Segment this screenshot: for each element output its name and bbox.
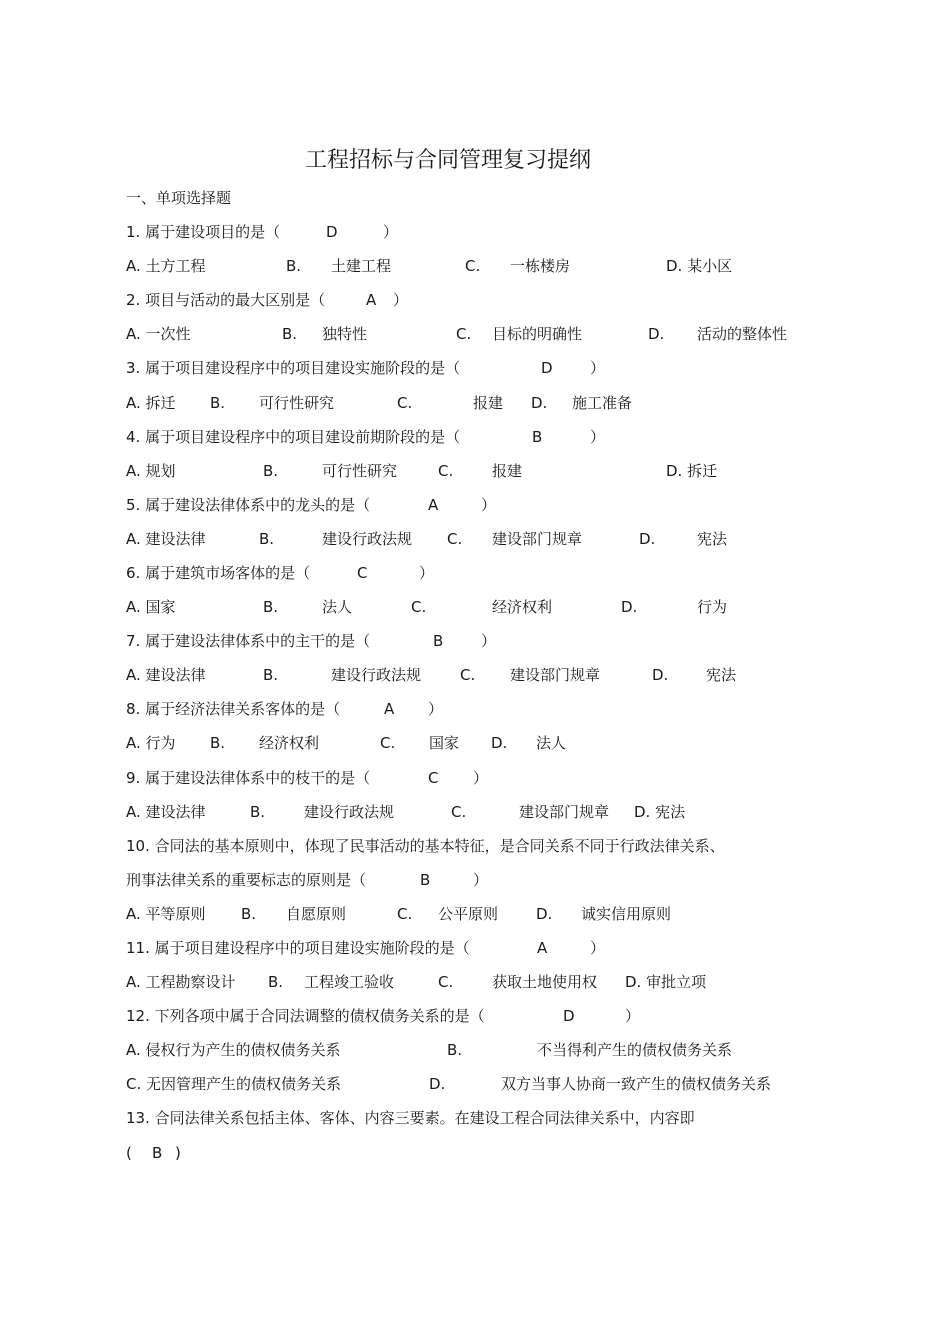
question-10-close: ） bbox=[473, 871, 489, 889]
question-12-option-b-letter: B. bbox=[447, 1041, 463, 1059]
question-2-option-a: A. 一次性 bbox=[126, 325, 191, 343]
question-11-option-d: D. 审批立项 bbox=[625, 973, 707, 991]
question-7-stem: 7. 属于建设法律体系中的主干的是（ bbox=[126, 632, 371, 650]
question-5-option-b-letter: B. bbox=[259, 530, 275, 548]
question-1-option-a: A. 土方工程 bbox=[126, 257, 206, 275]
question-9-answer: C bbox=[428, 769, 439, 787]
question-11-option-c-letter: C. bbox=[438, 973, 454, 991]
question-13-answer: B bbox=[152, 1144, 163, 1162]
question-7-option-d: 宪法 bbox=[706, 666, 737, 684]
question-2-option-c-letter: C. bbox=[456, 325, 472, 343]
question-4-stem: 4. 属于项目建设程序中的项目建设前期阶段的是（ bbox=[126, 428, 461, 446]
question-9-option-c-letter: C. bbox=[451, 803, 467, 821]
question-11-option-c: 获取土地使用权 bbox=[492, 973, 598, 991]
question-8-option-a: A. 行为 bbox=[126, 734, 176, 752]
question-3-option-d-letter: D. bbox=[531, 394, 548, 412]
question-5-option-c: 建设部门规章 bbox=[492, 530, 583, 548]
question-7-option-d-letter: D. bbox=[652, 666, 669, 684]
question-1-option-b-letter: B. bbox=[286, 257, 302, 275]
question-2-close: ） bbox=[393, 291, 409, 309]
question-12-option-d: 双方当事人协商一致产生的债权债务关系 bbox=[501, 1075, 772, 1093]
question-13-stem: 13. 合同法律关系包括主体、客体、内容三要素。在建设工程合同法律关系中，内容即 bbox=[126, 1109, 695, 1127]
question-6-option-d-letter: D. bbox=[621, 598, 638, 616]
question-10-answer: B bbox=[420, 871, 431, 889]
question-10-option-d: 诚实信用原则 bbox=[581, 905, 672, 923]
question-4-option-b-letter: B. bbox=[263, 462, 279, 480]
question-10-option-d-letter: D. bbox=[536, 905, 553, 923]
question-3-option-c: 报建 bbox=[473, 394, 504, 412]
question-5-option-d-letter: D. bbox=[639, 530, 656, 548]
question-12-option-a: A. 侵权行为产生的债权债务关系 bbox=[126, 1041, 341, 1059]
question-11-option-b: 工程竣工验收 bbox=[304, 973, 395, 991]
question-10-option-b-letter: B. bbox=[241, 905, 257, 923]
question-6-option-b-letter: B. bbox=[263, 598, 279, 616]
question-4-option-d: D. 拆迁 bbox=[666, 462, 718, 480]
question-1-option-d: D. 某小区 bbox=[666, 257, 733, 275]
question-4-answer: B bbox=[532, 428, 543, 446]
question-4-option-b: 可行性研究 bbox=[322, 462, 398, 480]
question-11-option-a: A. 工程勘察设计 bbox=[126, 973, 236, 991]
question-2-stem: 2. 项目与活动的最大区别是（ bbox=[126, 291, 326, 309]
question-3-answer: D bbox=[541, 359, 553, 377]
question-10-option-a: A. 平等原则 bbox=[126, 905, 206, 923]
question-9-option-b-letter: B. bbox=[250, 803, 266, 821]
question-8-close: ） bbox=[428, 700, 444, 718]
question-1-close: ） bbox=[383, 223, 399, 241]
question-6-answer: C bbox=[357, 564, 368, 582]
question-2-option-c: 目标的明确性 bbox=[492, 325, 583, 343]
question-13-open: ( bbox=[126, 1144, 132, 1162]
question-7-option-b: 建设行政法规 bbox=[331, 666, 422, 684]
question-9-option-a: A. 建设法律 bbox=[126, 803, 206, 821]
question-11-option-b-letter: B. bbox=[268, 973, 284, 991]
question-6-option-a: A. 国家 bbox=[126, 598, 176, 616]
question-6-option-d: 行为 bbox=[697, 598, 728, 616]
question-2-option-b: 独特性 bbox=[322, 325, 368, 343]
question-8-answer: A bbox=[384, 700, 395, 718]
question-3-option-b-letter: B. bbox=[210, 394, 226, 412]
question-5-stem: 5. 属于建设法律体系中的龙头的是（ bbox=[126, 496, 371, 514]
question-11-stem: 11. 属于项目建设程序中的项目建设实施阶段的是（ bbox=[126, 939, 470, 957]
question-1-option-b: 土建工程 bbox=[331, 257, 392, 275]
question-9-option-b: 建设行政法规 bbox=[304, 803, 395, 821]
question-9-stem: 9. 属于建设法律体系中的枝干的是（ bbox=[126, 769, 371, 787]
question-5-close: ） bbox=[481, 496, 497, 514]
question-4-option-c: 报建 bbox=[492, 462, 523, 480]
question-13-close: ) bbox=[175, 1144, 181, 1162]
question-3-close: ） bbox=[590, 359, 606, 377]
question-2-option-d: 活动的整体性 bbox=[697, 325, 788, 343]
question-10-stem-line-2: 刑事法律关系的重要标志的原则是（ bbox=[126, 871, 367, 889]
question-7-option-b-letter: B. bbox=[263, 666, 279, 684]
section-heading: 一、单项选择题 bbox=[126, 189, 232, 207]
question-8-option-b-letter: B. bbox=[210, 734, 226, 752]
question-2-answer: A bbox=[366, 291, 377, 309]
question-4-option-c-letter: C. bbox=[438, 462, 454, 480]
question-2-option-d-letter: D. bbox=[648, 325, 665, 343]
question-3-option-d: 施工准备 bbox=[572, 394, 633, 412]
question-3-option-b: 可行性研究 bbox=[259, 394, 335, 412]
question-10-option-b: 自愿原则 bbox=[286, 905, 347, 923]
question-6-option-b: 法人 bbox=[322, 598, 353, 616]
question-12-option-d-letter: D. bbox=[429, 1075, 446, 1093]
question-6-close: ） bbox=[419, 564, 435, 582]
question-10-option-c-letter: C. bbox=[397, 905, 413, 923]
question-8-option-c-letter: C. bbox=[380, 734, 396, 752]
question-7-option-a: A. 建设法律 bbox=[126, 666, 206, 684]
question-3-stem: 3. 属于项目建设程序中的项目建设实施阶段的是（ bbox=[126, 359, 461, 377]
question-2-option-b-letter: B. bbox=[282, 325, 298, 343]
question-8-option-b: 经济权利 bbox=[259, 734, 320, 752]
question-8-stem: 8. 属于经济法律关系客体的是（ bbox=[126, 700, 341, 718]
question-10-stem-line-1: 10. 合同法的基本原则中，体现了民事活动的基本特征，是合同关系不同于行政法律关系、 bbox=[126, 837, 725, 855]
question-3-option-c-letter: C. bbox=[397, 394, 413, 412]
question-12-option-b: 不当得利产生的债权债务关系 bbox=[537, 1041, 733, 1059]
question-8-option-c: 国家 bbox=[429, 734, 460, 752]
question-4-option-a: A. 规划 bbox=[126, 462, 176, 480]
question-5-option-c-letter: C. bbox=[447, 530, 463, 548]
question-6-option-c: 经济权利 bbox=[492, 598, 553, 616]
page-title: 工程招标与合同管理复习提纲 bbox=[305, 148, 592, 173]
question-5-option-d: 宪法 bbox=[697, 530, 728, 548]
question-1-answer: D bbox=[326, 223, 338, 241]
question-11-answer: A bbox=[537, 939, 548, 957]
question-8-option-d-letter: D. bbox=[491, 734, 508, 752]
question-10-option-c: 公平原则 bbox=[438, 905, 499, 923]
question-7-close: ） bbox=[481, 632, 497, 650]
question-4-close: ） bbox=[590, 428, 606, 446]
question-5-option-b: 建设行政法规 bbox=[322, 530, 413, 548]
question-5-answer: A bbox=[428, 496, 439, 514]
question-9-close: ） bbox=[473, 769, 489, 787]
question-6-option-c-letter: C. bbox=[411, 598, 427, 616]
question-9-option-c: 建设部门规章 bbox=[519, 803, 610, 821]
question-12-close: ） bbox=[625, 1007, 641, 1025]
question-1-stem: 1. 属于建设项目的是（ bbox=[126, 223, 281, 241]
question-1-option-c-letter: C. bbox=[465, 257, 481, 275]
question-6-stem: 6. 属于建筑市场客体的是（ bbox=[126, 564, 311, 582]
question-12-option-c: C. 无因管理产生的债权债务关系 bbox=[126, 1075, 342, 1093]
question-7-option-c-letter: C. bbox=[460, 666, 476, 684]
question-12-stem: 12. 下列各项中属于合同法调整的债权债务关系的是（ bbox=[126, 1007, 485, 1025]
question-12-answer: D bbox=[563, 1007, 575, 1025]
question-7-option-c: 建设部门规章 bbox=[510, 666, 601, 684]
question-8-option-d: 法人 bbox=[536, 734, 567, 752]
question-5-option-a: A. 建设法律 bbox=[126, 530, 206, 548]
question-7-answer: B bbox=[433, 632, 444, 650]
question-9-option-d: D. 宪法 bbox=[634, 803, 686, 821]
question-1-option-c: 一栋楼房 bbox=[510, 257, 571, 275]
question-11-close: ） bbox=[590, 939, 606, 957]
question-3-option-a: A. 拆迁 bbox=[126, 394, 176, 412]
